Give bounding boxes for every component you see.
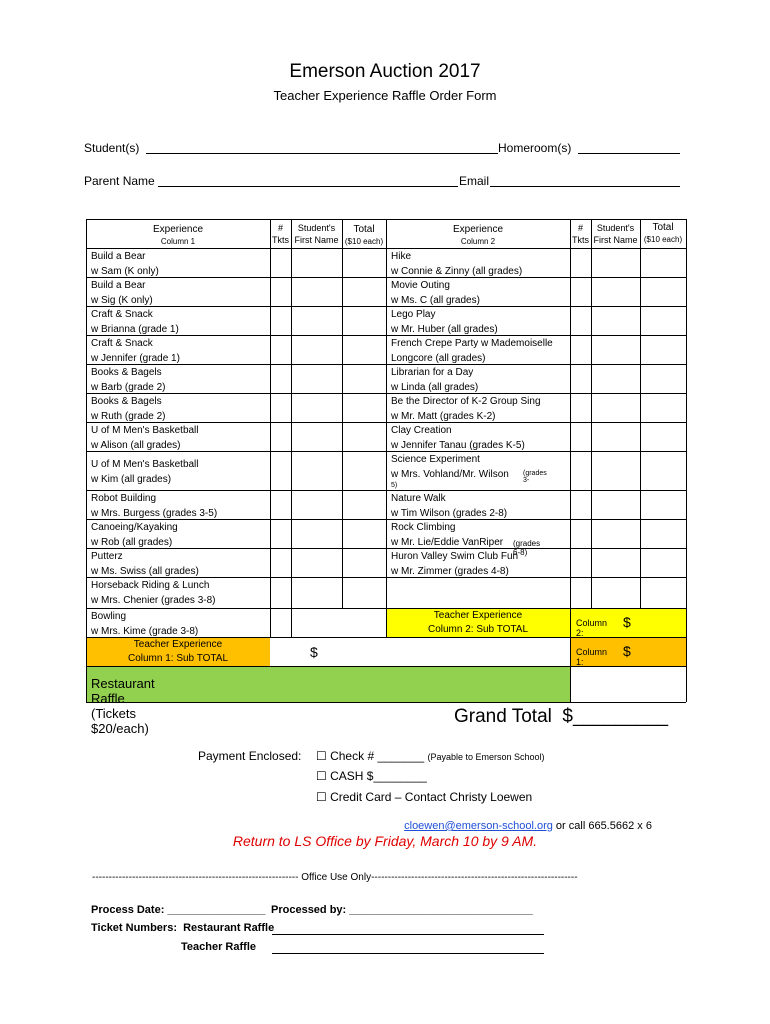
col2-row-4-line-1: French Crepe Party w Mademoiselle — [391, 338, 553, 349]
col2-row-9-line-2: w Tim Wilson (grades 2-8) — [391, 507, 508, 519]
restaurant-raffle-label: Restaurant Raffle (Tickets $20/each) — [91, 676, 155, 736]
first-name-header: First Name — [294, 235, 339, 245]
contact-email-link[interactable]: cloewen@emerson-school.org — [404, 820, 553, 832]
col1-row-6-line-1: Books & Bagels — [91, 396, 162, 407]
payment-check-option[interactable] — [316, 749, 545, 763]
col2-row-11-line-2: w Mr. Zimmer (grades 4-8) — [391, 565, 509, 577]
col2-row-10-line-2: w Mr. Lie/Eddie VanRiper — [391, 536, 504, 548]
col1-row-3-line-2: w Brianna (grade 1) — [91, 323, 179, 335]
homeroom-label: Homeroom(s) — [498, 141, 572, 155]
ticket-numbers-label: Ticket Numbers: Restaurant Raffle — [91, 922, 275, 934]
col1-row-5-line-1: Books & Bagels — [91, 367, 162, 378]
processed-by: Processed by: ______________________________ — [271, 904, 533, 916]
col2-row-1-line-2: w Connie & Zinny (all grades) — [391, 265, 523, 277]
teacher-raffle-label: Teacher Raffle — [181, 941, 256, 953]
col2-row-3-line-2: w Mr. Huber (all grades) — [391, 323, 498, 335]
student-header: Student's — [297, 223, 336, 233]
col1-row-9-line-2: w Mrs. Burgess (grades 3-5) — [91, 507, 218, 519]
num-header: # — [277, 223, 283, 233]
col1-row-5-line-2: w Barb (grade 2) — [91, 381, 166, 393]
parent-name-label: Parent Name — [84, 174, 155, 188]
check-text: ☐ Check # _______ — [316, 749, 428, 763]
col2-row-6-line-2: w Mr. Matt (grades K-2) — [391, 410, 496, 422]
col2-row-9-line-1: Nature Walk — [391, 493, 446, 504]
col2-row-5-line-1: Librarian for a Day — [391, 367, 474, 378]
col1-row-10-line-2: w Rob (all grades) — [91, 536, 173, 548]
payment-cash-option[interactable]: ☐ CASH $________ — [316, 769, 427, 783]
check-note: (Payable to Emerson School) — [427, 752, 545, 762]
col1-row-8-line-2: w Kim (all grades) — [91, 473, 172, 485]
col2-row-8-line-1: Science Experiment — [391, 454, 480, 465]
parent-name-field[interactable] — [158, 186, 458, 187]
col1-subtotal-dollar: $ — [310, 644, 318, 660]
col1-row-11-line-1: Putterz — [91, 551, 123, 562]
payment-credit-option[interactable]: ☐ Credit Card – Contact Christy Loewen — [316, 790, 533, 804]
col2-subtotal-label-1: Teacher Experience — [433, 610, 523, 621]
col1-summary-label: Column 1: — [576, 647, 608, 667]
col1-row-13-line-1: Bowling — [91, 611, 127, 622]
col2-subtotal-label-2: Column 2: Sub TOTAL — [427, 624, 529, 635]
contact-phone: or call 665.5662 x 6 — [552, 820, 652, 832]
email-field[interactable] — [490, 186, 680, 187]
homeroom-field[interactable] — [578, 153, 680, 154]
col2-row-10-line-1: Rock Climbing — [391, 522, 456, 533]
col1-header: Experience — [152, 224, 204, 235]
col1-row-8-line-1: U of M Men's Basketball — [91, 459, 199, 470]
total-header: Total — [353, 224, 375, 235]
col2-row-3-line-1: Lego Play — [391, 309, 436, 320]
col2-summary-dollar: $ — [623, 614, 631, 630]
col2-summary-label: Column 2: — [576, 618, 608, 638]
col2-row-8-line-2: w Mrs. Vohland/Mr. Wilson — [391, 468, 509, 480]
col2-row-7-line-2: w Jennifer Tanau (grades K-5) — [391, 439, 525, 451]
grand-total: Grand Total $_________ — [454, 706, 669, 727]
total-header-2: Total — [652, 222, 674, 233]
col2-row-5-line-2: w Linda (all grades) — [391, 381, 479, 393]
col1-row-2-line-2: w Sig (K only) — [91, 294, 153, 306]
col1-row-2-line-1: Build a Bear — [91, 280, 146, 291]
science-grades-note: (grades 3- — [523, 470, 547, 484]
col1-row-7-line-1: U of M Men's Basketball — [91, 425, 199, 436]
col1-row-1-line-1: Build a Bear — [91, 251, 146, 262]
teacher-raffle-line — [272, 953, 544, 954]
col2-row-1-line-1: Hike — [391, 251, 412, 262]
col1-subtotal-label-2: Column 1: Sub TOTAL — [127, 653, 229, 664]
col2-row-11-line-1: Huron Valley Swim Club Fun — [391, 551, 519, 562]
col2-row-2-line-1: Movie Outing — [391, 280, 450, 291]
office-use-divider: -------------------------------------------------------------- Office Use Only-------------------------------------------------------------- — [92, 872, 578, 883]
price-header: ($10 each) — [344, 237, 384, 246]
num-header-2: # — [577, 223, 583, 233]
restaurant-raffle-line — [272, 934, 544, 935]
tkts-header-2: Tkts — [572, 235, 589, 245]
col1-row-1-line-2: w Sam (K only) — [91, 265, 159, 277]
col1-row-7-line-2: w Alison (all grades) — [91, 439, 181, 451]
science-grades-note-2: 5) — [391, 482, 398, 489]
col1-row-6-line-2: w Ruth (grade 2) — [91, 410, 166, 422]
col2-row-6-line-1: Be the Director of K-2 Group Sing — [391, 396, 541, 407]
restaurant-raffle-fill — [86, 666, 570, 702]
col1-subheader: Column 1 — [160, 237, 196, 246]
col2-subheader: Column 2 — [460, 237, 496, 246]
col1-row-13-line-2: w Mrs. Kime (grade 3-8) — [91, 625, 199, 637]
student-header-2: Student's — [596, 223, 635, 233]
students-field[interactable] — [146, 153, 498, 154]
col1-row-10-line-1: Canoeing/Kayaking — [91, 522, 178, 533]
process-date: Process Date: ________________ — [91, 904, 266, 916]
payment-label: Payment Enclosed: — [198, 749, 302, 763]
col2-row-2-line-2: w Ms. C (all grades) — [391, 294, 480, 306]
col1-row-12-line-2: w Mrs. Chenier (grades 3-8) — [91, 594, 216, 606]
email-label: Email — [459, 174, 490, 188]
price-header-2: ($10 each) — [643, 235, 683, 244]
form-title: Emerson Auction 2017 — [289, 61, 481, 82]
col1-row-3-line-1: Craft & Snack — [91, 309, 153, 320]
col2-row-7-line-1: Clay Creation — [391, 425, 452, 436]
col1-row-9-line-1: Robot Building — [91, 493, 157, 504]
form-subtitle: Teacher Experience Raffle Order Form — [273, 88, 497, 103]
col2-header: Experience — [452, 224, 504, 235]
rock-grades-note: (grades 6-8) — [513, 539, 541, 557]
tkts-header: Tkts — [272, 235, 289, 245]
col1-summary-dollar: $ — [623, 643, 631, 659]
col1-row-4-line-1: Craft & Snack — [91, 338, 153, 349]
col2-row-4-line-2: Longcore (all grades) — [391, 352, 486, 364]
col1-row-12-line-1: Horseback Riding & Lunch — [91, 580, 210, 591]
return-note: Return to LS Office by Friday, March 10 by 9 AM. — [232, 833, 538, 849]
first-name-header-2: First Name — [593, 235, 638, 245]
col1-subtotal-label-1: Teacher Experience — [133, 639, 223, 650]
col1-row-11-line-2: w Ms. Swiss (all grades) — [91, 565, 199, 577]
col1-row-4-line-2: w Jennifer (grade 1) — [91, 352, 180, 364]
students-label: Student(s) — [84, 141, 140, 155]
